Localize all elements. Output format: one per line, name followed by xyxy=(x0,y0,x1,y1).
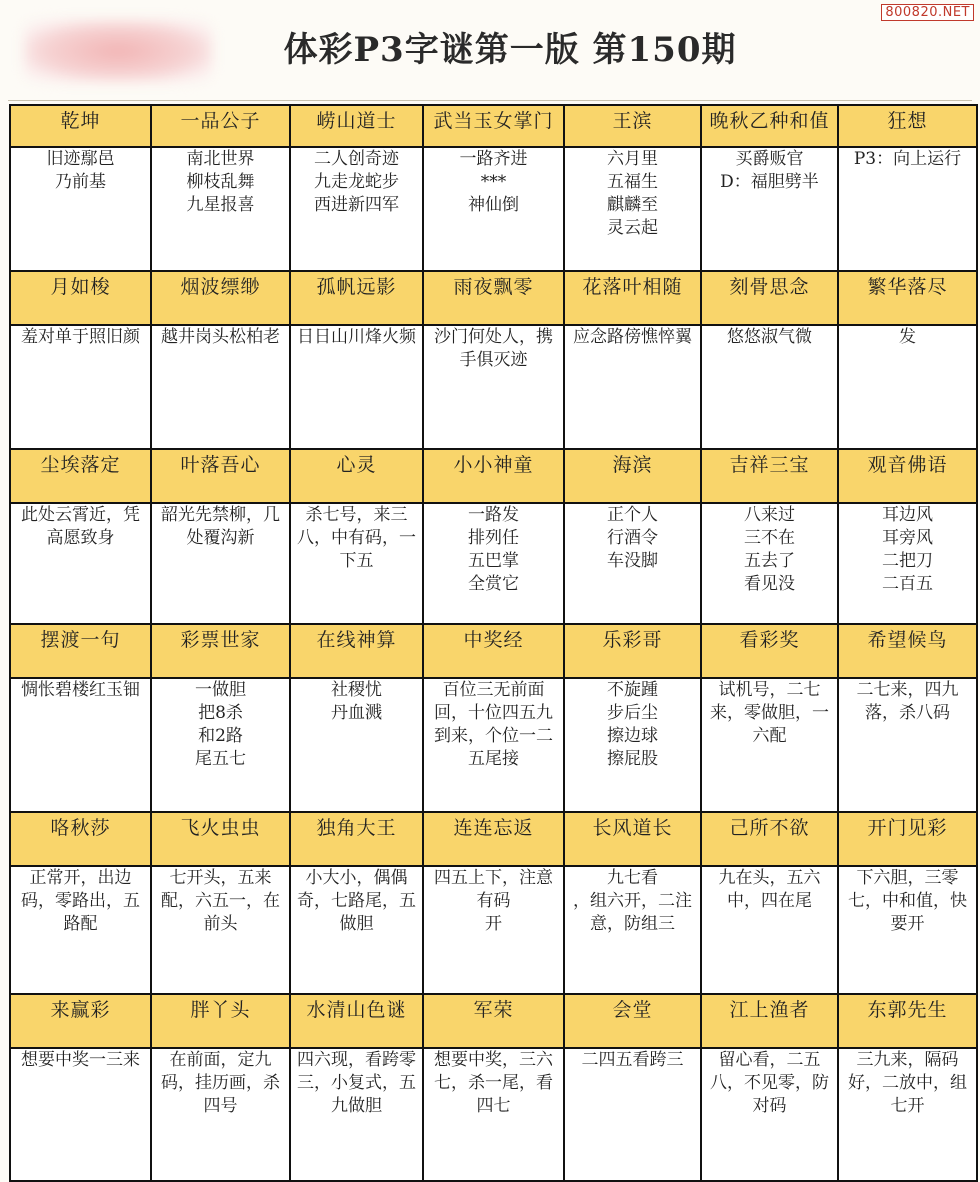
author-name: 崂山道士 xyxy=(290,105,423,147)
author-name: 看彩奖 xyxy=(701,624,838,678)
author-name: 己所不欲 xyxy=(701,812,838,866)
content-row xyxy=(10,866,977,994)
riddle-text: 试机号，二七来，零做胆，一六配 xyxy=(701,678,838,812)
riddle-text: 想要中奖一三来 xyxy=(10,1048,151,1181)
author-name: 独角大王 xyxy=(290,812,423,866)
riddle-text: 悠悠淑气微 xyxy=(701,325,838,449)
author-name: 烟波缥缈 xyxy=(151,271,290,325)
riddle-text: 四五上下，注意有码 开 xyxy=(423,866,564,994)
author-name: 来赢彩 xyxy=(10,994,151,1048)
riddle-text: 韶光先禁柳，几处覆沟新 xyxy=(151,503,290,624)
content-row xyxy=(10,503,977,624)
author-name: 连连忘返 xyxy=(423,812,564,866)
riddle-text: 耳边风 耳旁风 二把刀 二百五 xyxy=(838,503,977,624)
riddle-text: 二七来，四九落，杀八码 xyxy=(838,678,977,812)
riddle-text: 不旋踵 步后尘 擦边球 擦屁股 xyxy=(564,678,701,812)
riddle-text: 九在头，五六中，四在尾 xyxy=(701,866,838,994)
riddle-text: 社稷忧 丹血溅 xyxy=(290,678,423,812)
riddle-text: 日日山川烽火频 xyxy=(290,325,423,449)
riddle-text: 正个人 行酒令 车没脚 xyxy=(564,503,701,624)
author-name: 月如梭 xyxy=(10,271,151,325)
author-name: 长风道长 xyxy=(564,812,701,866)
author-name: 咯秋莎 xyxy=(10,812,151,866)
riddle-text: 一做胆 把8杀 和2路 尾五七 xyxy=(151,678,290,812)
author-name: 雨夜飘零 xyxy=(423,271,564,325)
name-row xyxy=(10,105,977,147)
author-name: 乾坤 xyxy=(10,105,151,147)
author-name: 会堂 xyxy=(564,994,701,1048)
author-name: 飞火虫虫 xyxy=(151,812,290,866)
author-name: 海滨 xyxy=(564,449,701,503)
author-name: 晚秋乙种和值 xyxy=(701,105,838,147)
riddle-text: 惆怅碧楼红玉钿 xyxy=(10,678,151,812)
riddle-text: 应念路傍憔悴翼 xyxy=(564,325,701,449)
riddle-text: 四六现，看跨零三，小复式，五九做胆 xyxy=(290,1048,423,1181)
name-row xyxy=(10,449,977,503)
author-name: 武当玉女掌门 xyxy=(423,105,564,147)
riddle-text: 发 xyxy=(838,325,977,449)
content-row xyxy=(10,147,977,271)
author-name: 尘埃落定 xyxy=(10,449,151,503)
riddle-text: 南北世界 柳枝乱舞 九星报喜 xyxy=(151,147,290,271)
author-name: 水清山色谜 xyxy=(290,994,423,1048)
author-name: 希望候鸟 xyxy=(838,624,977,678)
author-name: 观音佛语 xyxy=(838,449,977,503)
content-row xyxy=(10,325,977,449)
author-name: 胖丫头 xyxy=(151,994,290,1048)
riddle-text: 越井岗头松柏老 xyxy=(151,325,290,449)
author-name: 吉祥三宝 xyxy=(701,449,838,503)
riddle-text: 沙门何处人，携手俱灭迹 xyxy=(423,325,564,449)
author-name: 刻骨思念 xyxy=(701,271,838,325)
author-name: 东郭先生 xyxy=(838,994,977,1048)
content-row xyxy=(10,678,977,812)
riddle-text: 此处云霄近，凭高愿致身 xyxy=(10,503,151,624)
riddle-text: 想要中奖，三六七，杀一尾，看四七 xyxy=(423,1048,564,1181)
riddle-text: 一路齐进 *** 神仙倒 xyxy=(423,147,564,271)
author-name: 王滨 xyxy=(564,105,701,147)
name-row xyxy=(10,812,977,866)
riddle-text: 旧迹鄢邑 乃前基 xyxy=(10,147,151,271)
title-divider xyxy=(8,100,972,101)
author-name: 开门见彩 xyxy=(838,812,977,866)
author-name: 孤帆远影 xyxy=(290,271,423,325)
riddle-text: 买爵贩官 D：福胆劈半 xyxy=(701,147,838,271)
content-row xyxy=(10,1048,977,1181)
riddle-text: 在前面，定九码，挂历画，杀四号 xyxy=(151,1048,290,1181)
riddle-text: 二人创奇迹 九走龙蛇步 西进新四军 xyxy=(290,147,423,271)
riddle-text: 小大小，偶偶奇，七路尾，五做胆 xyxy=(290,866,423,994)
riddle-text: 三九来，隔码好，二放中，组七开 xyxy=(838,1048,977,1181)
riddle-text: 六月里 五福生 麒麟至 灵云起 xyxy=(564,147,701,271)
page-title: 体彩P3字谜第一版 第150期 xyxy=(283,30,737,70)
riddle-text: 八来过 三不在 五去了 看见没 xyxy=(701,503,838,624)
riddle-text: 正常开，出边码，零路出，五路配 xyxy=(10,866,151,994)
riddle-text: 杀七号，来三八，中有码，一下五 xyxy=(290,503,423,624)
author-name: 小小神童 xyxy=(423,449,564,503)
site-watermark: 800820.NET xyxy=(881,4,974,21)
name-row xyxy=(10,271,977,325)
author-name: 乐彩哥 xyxy=(564,624,701,678)
riddle-text: 二四五看跨三 xyxy=(564,1048,701,1181)
riddle-text: 一路发 排列任 五巴掌 全赏它 xyxy=(423,503,564,624)
riddle-text: 下六胆，三零七，中和值，快要开 xyxy=(838,866,977,994)
author-name: 心灵 xyxy=(290,449,423,503)
author-name: 一品公子 xyxy=(151,105,290,147)
author-name: 花落叶相随 xyxy=(564,271,701,325)
author-name: 彩票世家 xyxy=(151,624,290,678)
riddle-text: 九七看 ，组六开，二注意，防组三 xyxy=(564,866,701,994)
author-name: 繁华落尽 xyxy=(838,271,977,325)
riddle-text: P3：向上运行 xyxy=(838,147,977,271)
name-row xyxy=(10,994,977,1048)
author-name: 叶落吾心 xyxy=(151,449,290,503)
riddle-text: 留心看，二五八，不见零，防对码 xyxy=(701,1048,838,1181)
author-name: 摆渡一句 xyxy=(10,624,151,678)
author-name: 军荣 xyxy=(423,994,564,1048)
riddle-text: 羞对单于照旧颜 xyxy=(10,325,151,449)
riddle-grid xyxy=(9,104,978,1182)
author-name: 中奖经 xyxy=(423,624,564,678)
author-name: 江上渔者 xyxy=(701,994,838,1048)
riddle-text: 百位三无前面回，十位四五九到来，个位一二五尾接 xyxy=(423,678,564,812)
author-name: 狂想 xyxy=(838,105,977,147)
author-name: 在线神算 xyxy=(290,624,423,678)
name-row xyxy=(10,624,977,678)
riddle-text: 七开头，五来配，六五一，在前头 xyxy=(151,866,290,994)
